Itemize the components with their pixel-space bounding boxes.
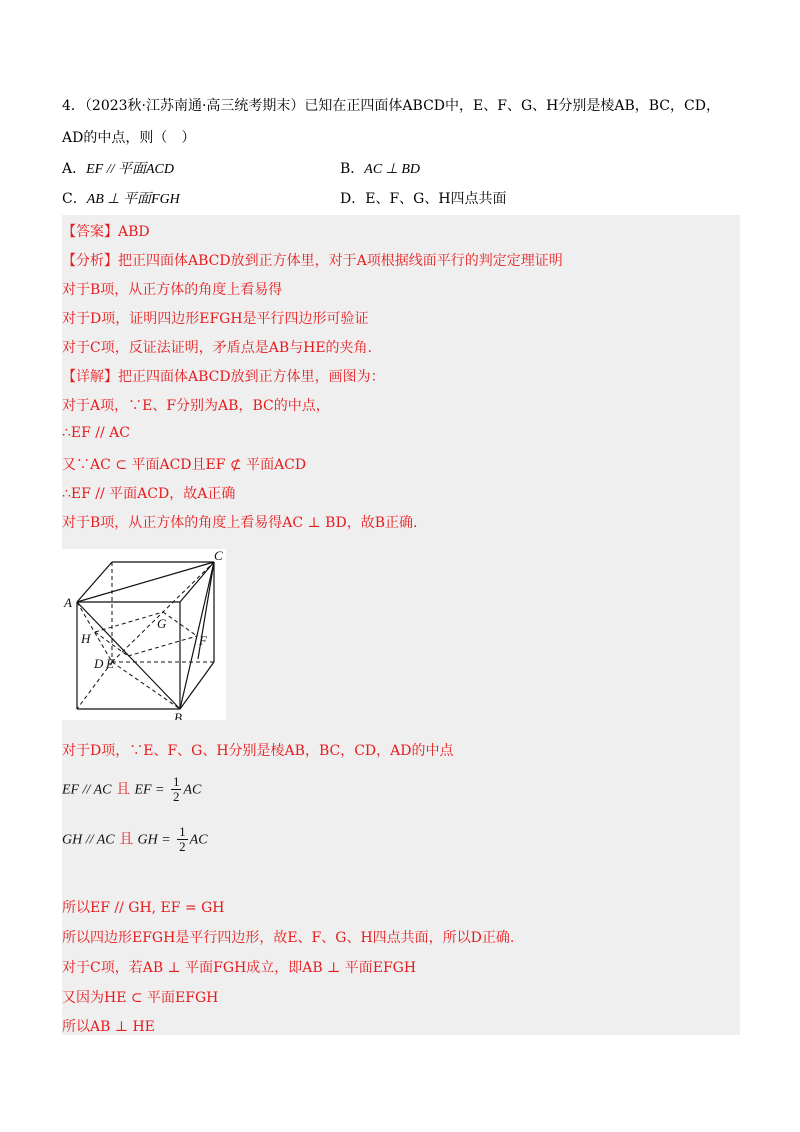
detail-a4: ∴EF // 平面ACD，故A正确 (62, 486, 236, 502)
detail-c3: 所以AB ⊥ HE (62, 1019, 155, 1035)
label-d: D (94, 656, 104, 671)
detail-d3: 所以四边形EFGH是平行四边形，故E、F、G、H四点共面，所以D正确. (62, 930, 515, 946)
detail-a1: 对于A项，∵E、F分别为AB，BC的中点， (62, 398, 330, 414)
label-h: H (81, 631, 91, 646)
cube-figure (62, 549, 226, 720)
fraction-half: $\frac{1}{2}$ (179, 824, 186, 854)
detail-b: 对于B项，从正方体的角度上看易得AC ⊥ BD，故B正确. (62, 515, 418, 531)
detail-c1: 对于C项，若AB ⊥ 平面FGH成立，即AB ⊥ 平面EFGH (62, 960, 417, 976)
detail-d2: 所以EF // GH, EF = GH (62, 900, 225, 916)
detail-c2: 又因为HE ⊂ 平面EFGH (62, 990, 219, 1006)
detail-line: 【详解】把正四面体ABCD放到正方体里，画图为： (62, 369, 385, 385)
solution-panel (62, 215, 740, 1035)
equation-2: GH // AC 且 GH = $\frac{1}{2}$ AC (62, 824, 208, 854)
question-line-1: 4．（2023秋·江苏南通·高三统考期末）已知在正四面体ABCD中，E、F、G、H分别是棱AB，BC，CD， (62, 98, 720, 114)
analysis-line: 【分析】把正四面体ABCD放到正方体里，对于A项根据线面平行的判定定理证明 (62, 253, 563, 269)
question-line-2: AD的中点，则（ ） (62, 130, 196, 146)
detail-d1: 对于D项，∵E、F、G、H分别是棱AB，BC，CD，AD的中点 (62, 743, 454, 759)
analysis-c: 对于C项，反证法证明，矛盾点是AB与HE的夹角. (62, 340, 372, 356)
label-g: G (157, 616, 167, 631)
detail-a3: 又∵AC ⊂ 平面ACD且EF ⊄ 平面ACD (62, 457, 307, 473)
analysis-b: 对于B项，从正方体的角度上看易得 (62, 282, 283, 298)
option-d: D．E、F、G、H四点共面 (340, 191, 507, 207)
equation-1: EF // AC 且 EF = $\frac{1}{2}$ AC (62, 774, 202, 804)
cube-diagram (62, 549, 226, 720)
option-b: B．AC ⊥ BD (340, 161, 421, 177)
analysis-d: 对于D项，证明四边形EFGH是平行四边形可验证 (62, 311, 369, 327)
label-a: A (64, 595, 72, 610)
label-f: F (199, 633, 207, 648)
label-b: B (174, 710, 182, 720)
detail-a2: ∴EF // AC (62, 425, 130, 441)
fraction-half: $\frac{1}{2}$ (172, 774, 180, 804)
option-a: A．EF // 平面ACD (62, 161, 175, 177)
option-c: C．AB ⊥ 平面FGH (62, 191, 180, 207)
label-e: E (106, 656, 114, 671)
answer-line: 【答案】ABD (62, 224, 150, 240)
label-c: C (214, 549, 223, 563)
